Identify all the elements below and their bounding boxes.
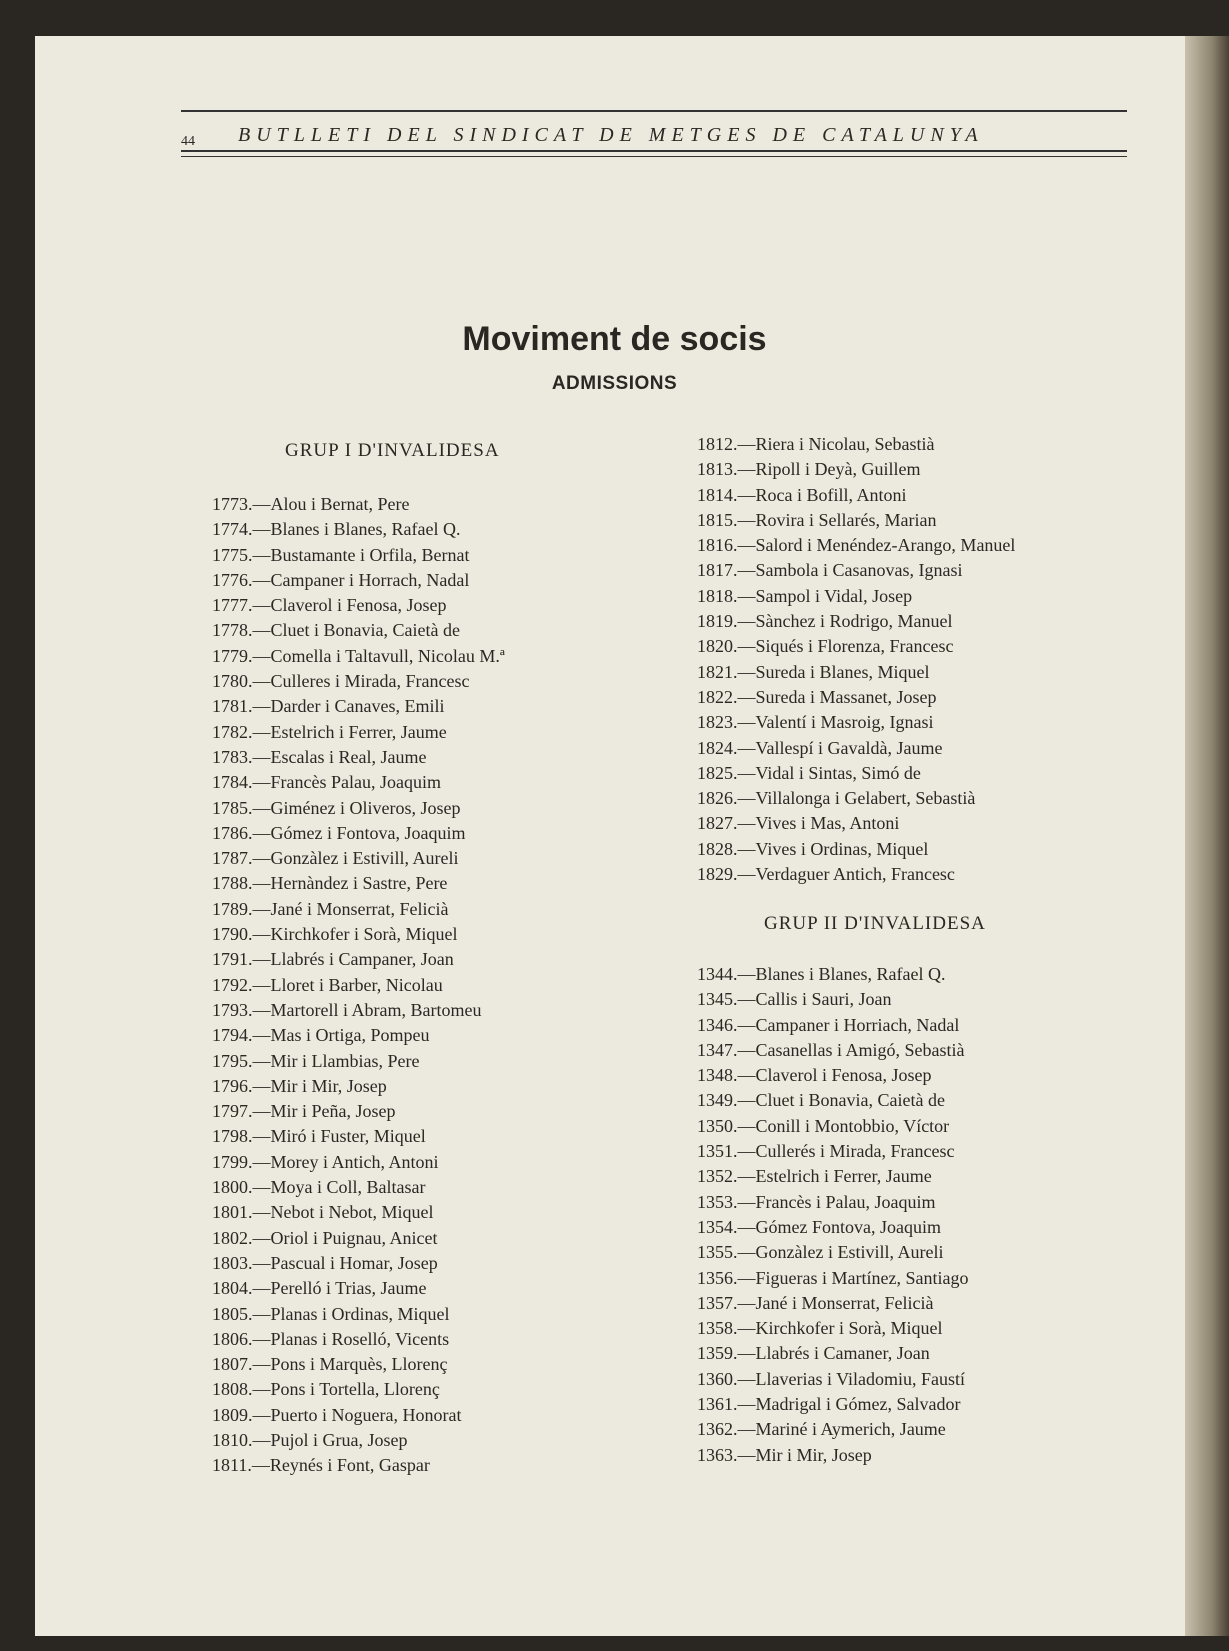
entry-name: —Sureda i Blanes, Miquel <box>737 661 930 682</box>
header-rule-top <box>181 110 1127 112</box>
entry-number: 1816. <box>697 535 738 556</box>
list-item <box>697 1114 968 1139</box>
list-item <box>212 1200 505 1225</box>
entry-name: —Darder i Canaves, Emili <box>252 696 445 717</box>
entry-name: —Planas i Roselló, Vicents <box>252 1328 450 1349</box>
page-number: 44 <box>181 134 195 149</box>
entry-name: —Jané i Monserrat, Felicià <box>737 1292 934 1313</box>
list-item <box>697 1341 968 1366</box>
entry-name: —Claverol i Fenosa, Josep <box>737 1065 932 1086</box>
entry-name: —Riera i Nicolau, Sebastià <box>737 434 935 454</box>
entry-number: 1349. <box>697 1090 738 1111</box>
list-item <box>212 1327 505 1352</box>
entry-number: 1355. <box>697 1242 738 1263</box>
list-item <box>212 1226 505 1251</box>
entry-name: —Escalas i Real, Jaume <box>252 746 427 767</box>
list-item <box>697 736 1015 761</box>
list-item <box>212 568 505 593</box>
list-item <box>697 1417 968 1442</box>
entry-number: 1811. <box>212 1455 252 1476</box>
entry-number: 1797. <box>212 1101 253 1122</box>
list-item <box>212 796 505 821</box>
book-spine <box>1185 36 1229 1636</box>
entry-number: 1812. <box>697 434 738 454</box>
header-rule-bottom <box>181 150 1127 152</box>
entry-number: 1787. <box>212 848 253 869</box>
list-item <box>697 1164 968 1189</box>
entry-name: —Mir i Llambias, Pere <box>252 1050 420 1071</box>
entry-number: 1794. <box>212 1025 253 1046</box>
entry-name: —Gonzàlez i Estivill, Aureli <box>252 848 459 869</box>
entry-name: —Alou i Bernat, Pere <box>252 494 410 514</box>
entry-number: 1777. <box>212 595 253 616</box>
group2-list <box>697 962 968 1468</box>
list-item <box>212 644 505 669</box>
list-item <box>697 432 1015 457</box>
list-item <box>697 1443 968 1468</box>
list-item <box>697 1291 968 1316</box>
list-item <box>697 811 1015 836</box>
entry-number: 1789. <box>212 898 253 919</box>
list-item <box>697 837 1015 862</box>
list-item <box>697 786 1015 811</box>
entry-name: —Siqués i Florenza, Francesc <box>737 636 954 657</box>
entry-number: 1818. <box>697 585 738 606</box>
entry-name: —Francès i Palau, Joaquim <box>737 1191 936 1212</box>
entry-name: —Moya i Coll, Baltasar <box>252 1177 426 1198</box>
entry-name: —Roca i Bofill, Antoni <box>737 484 907 505</box>
entry-number: 1796. <box>212 1075 253 1096</box>
entry-number: 1778. <box>212 620 253 641</box>
entry-name: —Mas i Ortiga, Pompeu <box>252 1025 430 1046</box>
entry-name: —Cluet i Bonavia, Caietà de <box>737 1090 945 1111</box>
list-item <box>697 1316 968 1341</box>
group2-heading: GRUP II D'INVALIDESA <box>764 913 986 934</box>
entry-name: —Gómez Fontova, Joaquim <box>737 1216 941 1237</box>
list-item <box>697 1063 968 1088</box>
list-item <box>212 720 505 745</box>
entry-number: 1826. <box>697 788 738 809</box>
entry-name: —Mir i Mir, Josep <box>737 1444 872 1465</box>
entry-name: —Francès Palau, Joaquim <box>252 772 441 793</box>
entry-name: —Jané i Monserrat, Felicià <box>252 898 449 919</box>
page-title: Moviment de socis <box>462 320 767 358</box>
entry-number: 1363. <box>697 1444 738 1465</box>
entry-name: —Figueras i Martínez, Santiago <box>737 1267 969 1288</box>
entry-name: —Claverol i Fenosa, Josep <box>252 595 447 616</box>
entry-name: —Pons i Tortella, Llorenç <box>252 1379 440 1400</box>
entry-name: —Planas i Ordinas, Miquel <box>252 1303 450 1324</box>
list-item <box>697 609 1015 634</box>
entry-name: —Martorell i Abram, Bartomeu <box>252 999 482 1020</box>
entry-name: —Giménez i Oliveros, Josep <box>252 797 461 818</box>
list-item <box>697 508 1015 533</box>
entry-number: 1817. <box>697 560 738 581</box>
list-item <box>212 1453 505 1478</box>
entry-name: —Mariné i Aymerich, Jaume <box>737 1419 946 1440</box>
entry-number: 1792. <box>212 974 253 995</box>
list-item <box>212 1175 505 1200</box>
entry-name: —Llabrés i Camaner, Joan <box>737 1343 930 1364</box>
entry-name: —Kirchkofer i Sorà, Miquel <box>252 924 458 945</box>
list-item <box>212 1049 505 1074</box>
entry-name: —Pascual i Homar, Josep <box>252 1252 438 1273</box>
entry-name: —Mir i Peña, Josep <box>252 1101 396 1122</box>
entry-name: —Salord i Menéndez-Arango, Manuel <box>737 535 1016 556</box>
list-item <box>212 770 505 795</box>
entry-name: —Vallespí i Gavaldà, Jaume <box>737 737 943 758</box>
running-header <box>181 108 1127 160</box>
entry-name: —Campaner i Horriach, Nadal <box>737 1014 960 1035</box>
entry-number: 1346. <box>697 1014 738 1035</box>
list-item <box>212 745 505 770</box>
list-item <box>212 998 505 1023</box>
list-item <box>697 1038 968 1063</box>
entry-name: —Madrigal i Gómez, Salvador <box>737 1394 961 1415</box>
entry-name: —Llabrés i Campaner, Joan <box>252 949 454 970</box>
list-item <box>697 1139 968 1164</box>
list-item <box>697 1190 968 1215</box>
book-page <box>35 36 1195 1636</box>
entry-name: —Sureda i Massanet, Josep <box>737 686 937 707</box>
entry-name: —Verdaguer Antich, Francesc <box>737 864 955 885</box>
entry-number: 1780. <box>212 671 253 692</box>
page-subtitle: ADMISSIONS <box>551 373 678 394</box>
list-item <box>212 593 505 618</box>
entry-number: 1827. <box>697 813 738 834</box>
list-item <box>697 660 1015 685</box>
list-item <box>697 1088 968 1113</box>
list-item <box>697 584 1015 609</box>
entry-number: 1786. <box>212 822 253 843</box>
list-item <box>212 492 505 517</box>
entry-number: 1790. <box>212 924 253 945</box>
list-item <box>697 558 1015 583</box>
entry-name: —Gonzàlez i Estivill, Aureli <box>737 1242 944 1263</box>
list-item <box>212 1023 505 1048</box>
entry-name: —Casanellas i Amigó, Sebastià <box>737 1039 965 1060</box>
entry-number: 1788. <box>212 873 253 894</box>
entry-name: —Estelrich i Ferrer, Jaume <box>252 721 447 742</box>
entry-name: —Pujol i Grua, Josep <box>252 1429 408 1450</box>
entry-name: —Cluet i Bonavia, Caietà de <box>252 620 460 641</box>
entry-number: 1353. <box>697 1191 738 1212</box>
list-item <box>697 1013 968 1038</box>
entry-number: 1782. <box>212 721 253 742</box>
entry-name: —Estelrich i Ferrer, Jaume <box>737 1166 932 1187</box>
list-item <box>697 710 1015 735</box>
list-item <box>697 1215 968 1240</box>
entry-name: —Puerto i Noguera, Honorat <box>252 1404 462 1425</box>
entry-name: —Vives i Ordinas, Miquel <box>737 838 929 859</box>
entry-name: —Vidal i Sintas, Simó de <box>737 762 921 783</box>
entry-name: —Culleres i Mirada, Francesc <box>252 671 470 692</box>
list-item <box>212 694 505 719</box>
entry-name: —Morey i Antich, Antoni <box>252 1151 439 1172</box>
entry-number: 1354. <box>697 1216 738 1237</box>
entry-number: 1802. <box>212 1227 253 1248</box>
entry-number: 1820. <box>697 636 738 657</box>
list-item <box>212 1428 505 1453</box>
group1-column2-list <box>697 432 1015 887</box>
list-item <box>212 1251 505 1276</box>
entry-name: —Campaner i Horrach, Nadal <box>252 569 470 590</box>
entry-name: —Blanes i Blanes, Rafael Q. <box>737 964 946 984</box>
list-item <box>212 871 505 896</box>
entry-name: —Lloret i Barber, Nicolau <box>252 974 443 995</box>
entry-name: —Perelló i Trias, Jaume <box>252 1278 427 1299</box>
list-item <box>697 1266 968 1291</box>
entry-name: —Oriol i Puignau, Anicet <box>252 1227 438 1248</box>
entry-name: —Vives i Mas, Antoni <box>737 813 900 834</box>
entry-name: —Comella i Taltavull, Nicolau M.ª <box>252 645 505 666</box>
entry-number: 1801. <box>212 1202 253 1223</box>
list-item <box>697 634 1015 659</box>
list-item <box>212 543 505 568</box>
group1-heading: GRUP I D'INVALIDESA <box>285 440 500 461</box>
list-item <box>212 1074 505 1099</box>
entry-name: —Llaverias i Viladomiu, Faustí <box>737 1368 966 1389</box>
entry-number: 1798. <box>212 1126 253 1147</box>
entry-number: 1785. <box>212 797 253 818</box>
entry-number: 1356. <box>697 1267 738 1288</box>
list-item <box>212 1403 505 1428</box>
list-item <box>212 1276 505 1301</box>
entry-number: 1776. <box>212 569 253 590</box>
list-item <box>212 947 505 972</box>
list-item <box>212 1150 505 1175</box>
entry-number: 1795. <box>212 1050 253 1071</box>
entry-name: —Nebot i Nebot, Miquel <box>252 1202 434 1223</box>
list-item <box>697 1392 968 1417</box>
list-item <box>212 618 505 643</box>
entry-name: —Blanes i Blanes, Rafael Q. <box>252 519 461 540</box>
entry-number: 1791. <box>212 949 253 970</box>
entry-number: 1822. <box>697 686 738 707</box>
journal-title: BUTLLETI DEL SINDICAT DE METGES DE CATALUNYA <box>236 124 1130 147</box>
entry-number: 1799. <box>212 1151 253 1172</box>
list-item <box>697 533 1015 558</box>
entry-number: 1804. <box>212 1278 253 1299</box>
entry-number: 1793. <box>212 999 253 1020</box>
list-item <box>212 1124 505 1149</box>
entry-number: 1813. <box>697 459 738 480</box>
entry-name: —Mir i Mir, Josep <box>252 1075 387 1096</box>
entry-number: 1815. <box>697 509 738 530</box>
entry-number: 1808. <box>212 1379 253 1400</box>
list-item <box>212 1302 505 1327</box>
list-item <box>212 1352 505 1377</box>
list-item <box>212 897 505 922</box>
entry-number: 1806. <box>212 1328 253 1349</box>
entry-number: 1805. <box>212 1303 253 1324</box>
list-item <box>212 1377 505 1402</box>
entry-number: 1358. <box>697 1318 738 1339</box>
entry-name: —Miró i Fuster, Miquel <box>252 1126 426 1147</box>
list-item <box>212 973 505 998</box>
entry-number: 1819. <box>697 611 738 632</box>
list-item <box>697 761 1015 786</box>
entry-name: —Ripoll i Deyà, Guillem <box>737 459 921 480</box>
entry-number: 1809. <box>212 1404 253 1425</box>
entry-number: 1825. <box>697 762 738 783</box>
entry-number: 1361. <box>697 1394 738 1415</box>
entry-name: —Sampol i Vidal, Josep <box>737 585 913 606</box>
list-item <box>212 669 505 694</box>
list-item <box>212 821 505 846</box>
list-item <box>697 457 1015 482</box>
entry-number: 1821. <box>697 661 738 682</box>
entry-number: 1774. <box>212 519 253 540</box>
entry-number: 1347. <box>697 1039 738 1060</box>
list-item <box>697 962 968 987</box>
list-item <box>212 846 505 871</box>
list-item <box>697 1240 968 1265</box>
entry-number: 1823. <box>697 712 738 733</box>
entry-number: 1779. <box>212 645 253 666</box>
entry-number: 1352. <box>697 1166 738 1187</box>
entry-number: 1810. <box>212 1429 253 1450</box>
entry-name: —Hernàndez i Sastre, Pere <box>252 873 448 894</box>
entry-number: 1348. <box>697 1065 738 1086</box>
entry-name: —Villalonga i Gelabert, Sebastià <box>737 788 976 809</box>
entry-name: —Cullerés i Mirada, Francesc <box>737 1141 955 1162</box>
entry-name: —Callis i Sauri, Joan <box>737 989 892 1010</box>
entry-number: 1783. <box>212 746 253 767</box>
entry-number: 1784. <box>212 772 253 793</box>
entry-name: —Sànchez i Rodrigo, Manuel <box>737 611 953 632</box>
entry-number: 1828. <box>697 838 738 859</box>
entry-number: 1807. <box>212 1354 253 1375</box>
entry-name: —Gómez i Fontova, Joaquim <box>252 822 466 843</box>
entry-name: —Valentí i Masroig, Ignasi <box>737 712 934 733</box>
entry-number: 1824. <box>697 737 738 758</box>
entry-number: 1351. <box>697 1141 738 1162</box>
entry-name: —Conill i Montobbio, Víctor <box>737 1115 950 1136</box>
list-item <box>697 685 1015 710</box>
list-item <box>697 987 968 1012</box>
entry-name: —Pons i Marquès, Llorenç <box>252 1354 448 1375</box>
entry-number: 1814. <box>697 484 738 505</box>
entry-number: 1344. <box>697 964 738 984</box>
list-item <box>697 483 1015 508</box>
list-item <box>212 517 505 542</box>
entry-number: 1800. <box>212 1177 253 1198</box>
group1-column1-list <box>212 492 505 1479</box>
entry-number: 1773. <box>212 494 253 514</box>
entry-number: 1360. <box>697 1368 738 1389</box>
entry-name: —Bustamante i Orfila, Bernat <box>252 544 470 565</box>
list-item <box>212 922 505 947</box>
header-rule-bottom-thin <box>181 156 1127 157</box>
entry-number: 1781. <box>212 696 253 717</box>
entry-number: 1359. <box>697 1343 738 1364</box>
entry-number: 1829. <box>697 864 738 885</box>
entry-number: 1345. <box>697 989 738 1010</box>
entry-number: 1350. <box>697 1115 738 1136</box>
entry-number: 1362. <box>697 1419 738 1440</box>
entry-name: —Sambola i Casanovas, Ignasi <box>737 560 963 581</box>
entry-name: —Reynés i Font, Gaspar <box>251 1455 430 1476</box>
entry-name: —Rovira i Sellarés, Marian <box>737 509 937 530</box>
list-item <box>212 1099 505 1124</box>
entry-number: 1803. <box>212 1252 253 1273</box>
list-item <box>697 862 1015 887</box>
list-item <box>697 1367 968 1392</box>
entry-number: 1357. <box>697 1292 738 1313</box>
entry-name: —Kirchkofer i Sorà, Miquel <box>737 1318 943 1339</box>
entry-number: 1775. <box>212 544 253 565</box>
